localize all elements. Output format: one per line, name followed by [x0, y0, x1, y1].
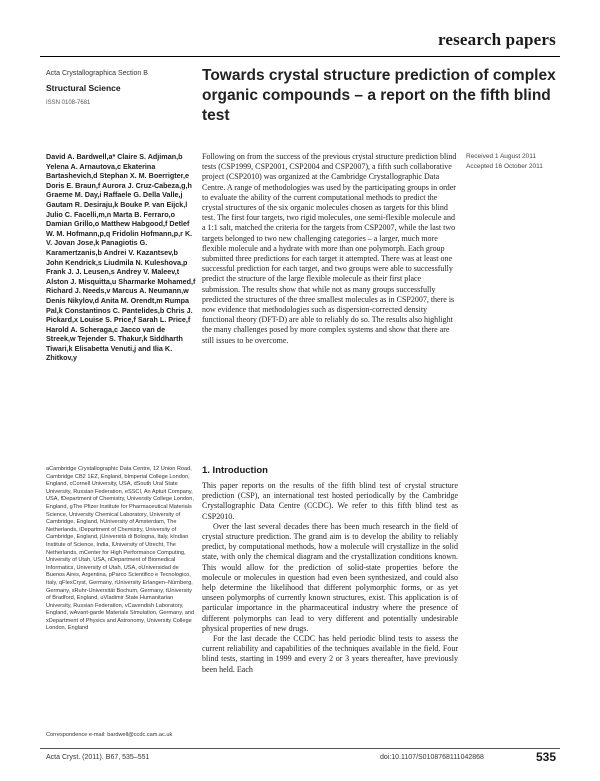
header-divider [40, 56, 560, 57]
section-heading: 1. Introduction [202, 465, 268, 476]
paragraph: For the last decade the CCDC has held periodic blind tests to assess the current reliability and capabilities of the techniques available in the field. Four blind tests, starting in 1999 and every 2 or 3 years thereafter, have previously been held. Each [202, 634, 458, 674]
footer-citation: Acta Cryst. (2011). B67, 535–551 [46, 754, 150, 761]
page-number: 535 [535, 750, 556, 764]
received-dates [466, 152, 576, 171]
received-date: Received 1 August 2011 [466, 153, 536, 160]
footer-doi: doi:10.1107/S0108768111042868 [380, 754, 484, 761]
paragraph: This paper reports on the results of the fifth blind test of crystal structure prediction (CSP), an international test hosted periodically by the Cambridge Crystallographic Data Centre (CCDC). We refer to this fifth blind test as CSP2010. [202, 481, 458, 521]
running-header: research papers [437, 30, 556, 49]
introduction-body [202, 481, 458, 675]
abstract: Following on from the success of the previous crystal structure prediction blind tests (CSP1999, CSP2001, CSP2004 and CSP2007), a fifth such collaborative project (CSP2010) was organized at the Cambridge Crystallographic Data Centre. A range of methodologies was used by the participating groups in order to evaluate the ability of the current computational methods to predict the crystal structures of the six organic molecules chosen as targets for this blind test. The first four targets, two rigid molecules, one semi-flexible molecule and a 1:1 salt, matched the criteria for the targets from CSP2007, while the last two targets belonged to two new challenging categories – a larger, much more flexible molecule and a hydrate with more than one polymorph. Each group submitted three predictions for each target it attempted. There was at least one successful prediction for each target, and two groups were able to successfully predict the structure of the large flexible molecule as their first place submission. The results show that while not as many groups successfully predicted the structures of the three smallest molecules as in CSP2007, there is now evidence that methodologies such as dispersion-corrected density functional theory (DFT-D) are able to reliably do so. The results also highlight the many challenges posed by more complex systems and show that there are still issues to be overcome. [202, 152, 457, 345]
journal-block [46, 70, 186, 106]
paper-title: Towards crystal structure prediction of complex organic compounds – a report on the fifth blind test [202, 67, 556, 124]
footer-divider [40, 748, 560, 749]
paragraph: Over the last several decades there has been much research in the field of crystal structure prediction. The grand aim is to develop the ability to reliably predict, by computational methods, how a molecule will crystallize in the solid state, with only the chemical diagram and the crystallization conditions known. This would allow for the prediction of solid-state properties before the molecule or molecules in question had even been synthesized, and could also help determine the likelihood that different polymorphic forms, or as yet unseen polymorphs of currently known structures, exist. This application is of particular importance in the pharmaceutical industry where the presence of different polymorphs can lead to very different and potentially undesirable physical properties of new drugs. [202, 521, 458, 633]
accepted-date: Accepted 16 October 2011 [466, 162, 543, 170]
journal-name: Acta Crystallographica Section B [46, 70, 148, 77]
issn: ISSN 0108-7681 [46, 100, 91, 106]
affiliations: aCambridge Crystallographic Data Centre, 12 Union Road, Cambridge CB2 1EZ, England, bImperial College London, England, cCornell University, USA, dSouth Ural State University, Russian Federation, eSSCI, An Aptuit Company, USA, fDepartment of Chemistry, University College London, England, gThe Pfizer Institute for Pharmaceutical Materials Science, University Chemical Laboratory, University of Cambridge, England, hUniversity of Amsterdam, The Netherlands, iDepartment of Chemistry, University of Cambridge, England, jUniversità di Bologna, Italy, kIndian Institute of Science, India, lUniversity of Utrecht, The Netherlands, mCenter for High Performance Computing, University of Utah, USA, nDepartment of Biomedical Informatics, University of Utah, USA, oUniversidad de Buenos Aires, Argentina, pParco Scientifico e Tecnologico, Italy, qFlexCryst, Germany, rUniversity Erlangen–Nürnberg, Germany, sRuhr-Universität Bochum, Germany, tUniversity of Bradford, England, uVladimir State Humanitarian University, Russian Federation, vCavendish Laboratory, England, wAvant-garde Materials Simulation, Germany, and xDepartment of Physics and Astronomy, University College London, England [46, 466, 195, 632]
journal-section: Structural Science [46, 83, 121, 93]
correspondence-email: Correspondence e-mail: bardwell@ccdc.cam.ac.uk [46, 732, 173, 738]
author-list: David A. Bardwell,a* Claire S. Adjiman,b Yelena A. Arnautova,c Ekaterina Bartashevich,d Stephan X. M. Boerrigter,e Doris E. Braun,f Aurora J. Cruz-Cabeza,g,h Graeme M. Day,i Raffaele G. Della Valle,j Gautam R. Desiraju,k Bouke P. van Eijck,l Julio C. Facelli,m,n Marta B. Ferraro,o Damian Grillo,o Matthew Habgood,f Detlef W. M. Hofmann,p,q Fridolin Hofmann,p,r K. V. Jovan Jose,k Panagiotis G. Karamertzanis,b Andrei V. Kazantsev,b John Kendrick,s Liudmila N. Kuleshova,p Frank J. J. Leusen,s Andrey V. Maleev,t Alston J. Misquitta,u Sharmarke Mohamed,f Richard J. Needs,v Marcus A. Neumann,w Denis Nikylov,d Anita M. Orendt,m Rumpa Pal,k Constantinos C. Pantelides,b Chris J. Pickard,x Louise S. Price,f Sarah L. Price,f Harold A. Scheraga,c Jacco van de Streek,w Tejender S. Thakur,k Siddharth Tiwari,k Elisabetta Venuti,j and Ilia K. Zhitkov,y [46, 152, 196, 363]
